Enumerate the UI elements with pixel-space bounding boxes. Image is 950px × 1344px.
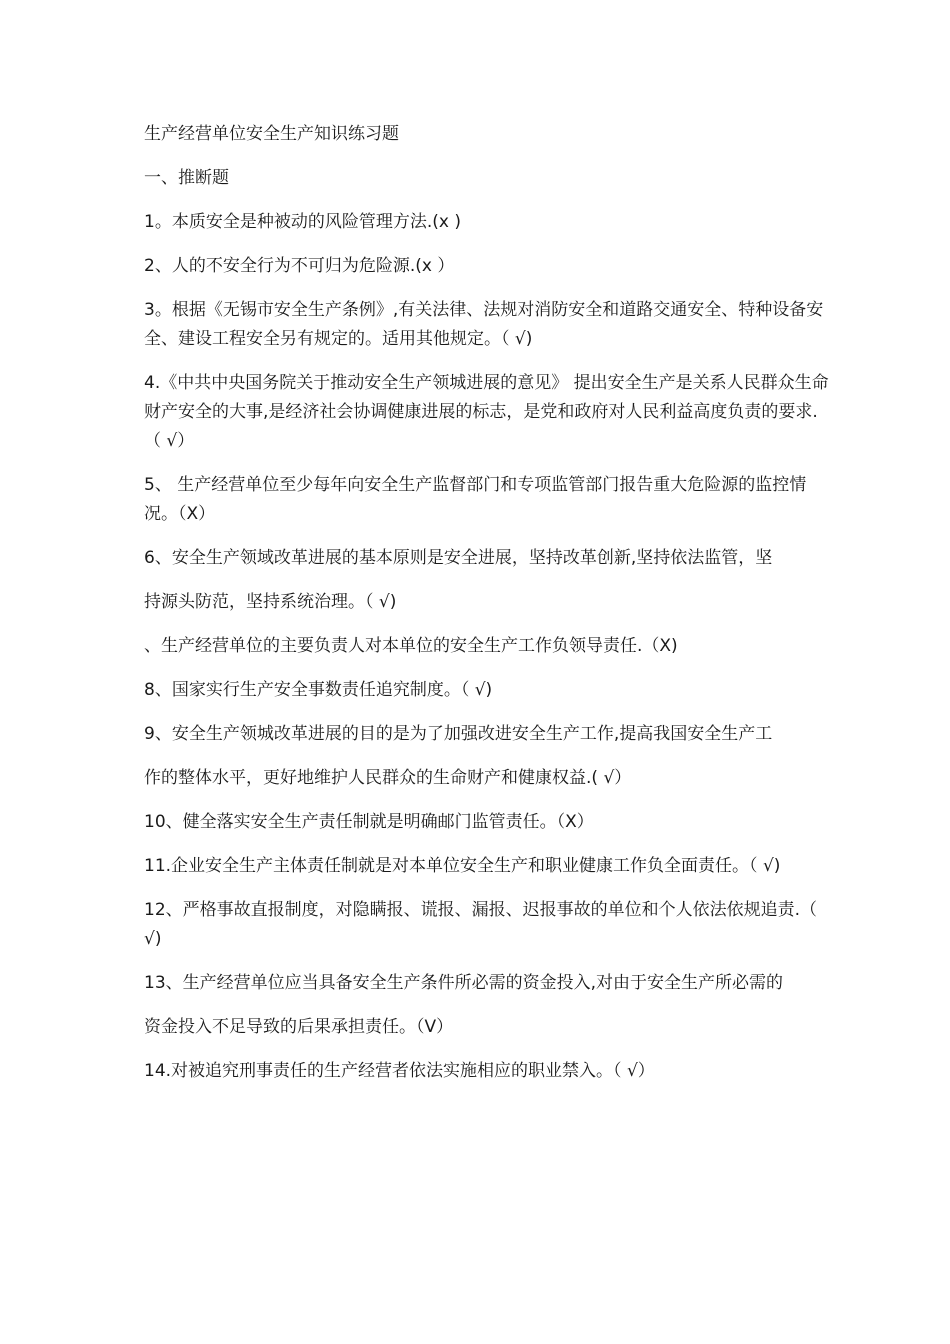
question-item: 10、健全落实安全生产责任制就是明确邮门监管责任。（X） bbox=[144, 812, 594, 832]
question-item-continuation: 作的整体水平，更好地维护人民群众的生命财产和健康权益.( √） bbox=[144, 768, 632, 788]
document-title: 生产经营单位安全生产知识练习题 bbox=[144, 124, 399, 144]
question-item: 2、人的不安全行为不可归为危险源.(x ） bbox=[144, 256, 455, 276]
question-item: 、生产经营单位的主要负责人对本单位的安全生产工作负领导责任.（X) bbox=[144, 636, 678, 656]
question-item: 12、严格事故直报制度，对隐瞒报、谎报、漏报、迟报事故的单位和个人依法依规追责.（ √) bbox=[144, 900, 818, 949]
question-item: 4.《中共中央国务院关于推动安全生产领城进展的意见》 提出安全生产是关系人民群众生命财产安全的大事,是经济社会协调健康进展的标志，是党和政府对人民利益高度负责的要求.（ √） bbox=[144, 373, 829, 451]
question-item-continuation: 持源头防范，坚持系统治理。（ √) bbox=[144, 592, 397, 612]
question-item: 11.企业安全生产主体责任制就是对本单位安全生产和职业健康工作负全面责任。（ √) bbox=[144, 856, 781, 876]
question-item: 9、安全生产领城改革进展的目的是为了加强改进安全生产工作,提高我国安全生产工 bbox=[144, 724, 773, 744]
question-item: 5、 生产经营单位至少每年向安全生产监督部门和专项监管部门报告重大危险源的监控情况。（X） bbox=[144, 475, 807, 524]
question-item: 1。本质安全是种被动的风险管理方法.(x ) bbox=[144, 212, 461, 232]
document-body bbox=[144, 120, 834, 1101]
question-item: 14.对被追究刑事责任的生产经营者依法实施相应的职业禁入。（ √） bbox=[144, 1061, 655, 1081]
question-item-continuation: 资金投入不足导致的后果承担责任。（V） bbox=[144, 1017, 454, 1037]
question-item: 8、国家实行生产安全事数责任追究制度。（ √) bbox=[144, 680, 493, 700]
question-item: 6、安全生产领域改革进展的基本原则是安全进展，坚持改革创新,坚持依法监管，坚 bbox=[144, 548, 773, 568]
section-heading: 一、推断题 bbox=[144, 168, 229, 188]
question-item: 3。根据《无锡市安全生产条例》,有关法律、法规对消防安全和道路交通安全、特种设备安全、建设工程安全另有规定的。适用其他规定。（ √) bbox=[144, 300, 824, 349]
question-item: 13、生产经营单位应当具备安全生产条件所必需的资金投入,对由于安全生产所必需的 bbox=[144, 973, 784, 993]
